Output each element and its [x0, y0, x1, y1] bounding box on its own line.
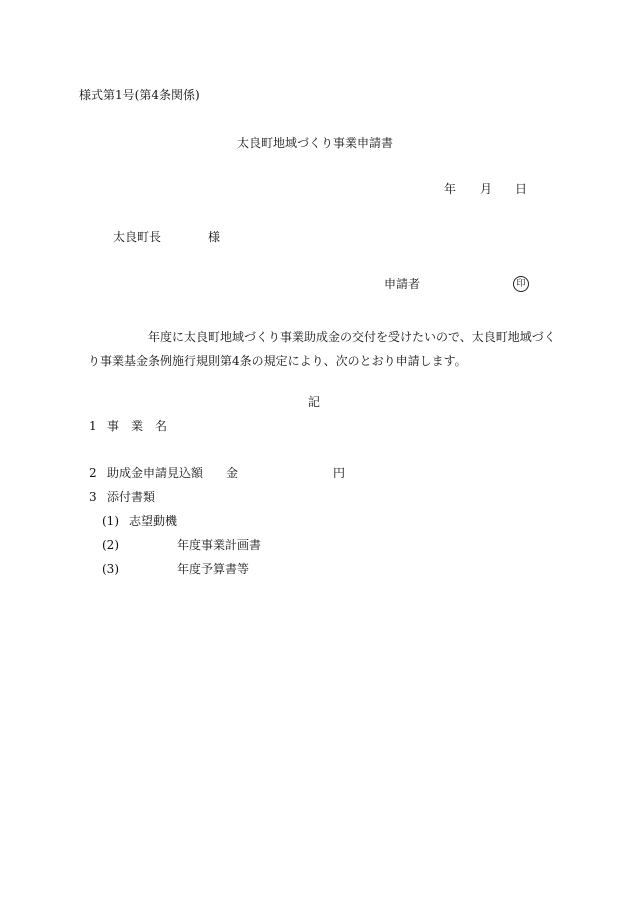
- addressee-honorific: 様: [208, 230, 221, 244]
- applicant-label: 申請者: [384, 277, 421, 291]
- body-line-1: 年度に太良町地域づくり事業助成金の交付を受けたいので、太良町地域づく: [148, 330, 556, 344]
- item-1-label-char-1: 事: [107, 419, 120, 433]
- body-line-2: り事業基金条例施行規則第4条の規定により、次のとおり申請します。: [88, 354, 467, 368]
- item-3-sub-3-number: (3): [102, 562, 119, 576]
- item-3-sub-1-number: (1): [102, 514, 119, 528]
- item-3-number: 3: [89, 490, 97, 504]
- ki-heading: 記: [308, 395, 321, 409]
- item-1-label-char-2: 業: [131, 419, 144, 433]
- item-3-label: 添付書類: [107, 490, 156, 504]
- item-1-label-char-3: 名: [155, 419, 168, 433]
- item-3-sub-2-number: (2): [102, 538, 119, 552]
- date-year-label: 年: [444, 182, 457, 196]
- item-3-sub-1-text: 志望動機: [129, 514, 178, 528]
- form-number: 様式第1号(第4条関係): [79, 88, 200, 102]
- item-3-sub-2-text: 年度事業計画書: [177, 538, 262, 552]
- item-1-number: 1: [89, 419, 97, 433]
- date-day-label: 日: [515, 182, 528, 196]
- seal-mark: 印: [513, 276, 529, 292]
- addressee-name: 太良町長: [113, 230, 162, 244]
- item-2-prefix: 金: [226, 466, 239, 480]
- body-paragraph: [88, 325, 556, 373]
- document-title: 太良町地域づくり事業申請書: [237, 136, 394, 150]
- date-month-label: 月: [480, 182, 493, 196]
- item-2-unit: 円: [333, 466, 346, 480]
- item-2-number: 2: [89, 466, 97, 480]
- item-3-sub-3-text: 年度予算書等: [177, 562, 250, 576]
- item-2-label: 助成金申請見込額: [107, 466, 204, 480]
